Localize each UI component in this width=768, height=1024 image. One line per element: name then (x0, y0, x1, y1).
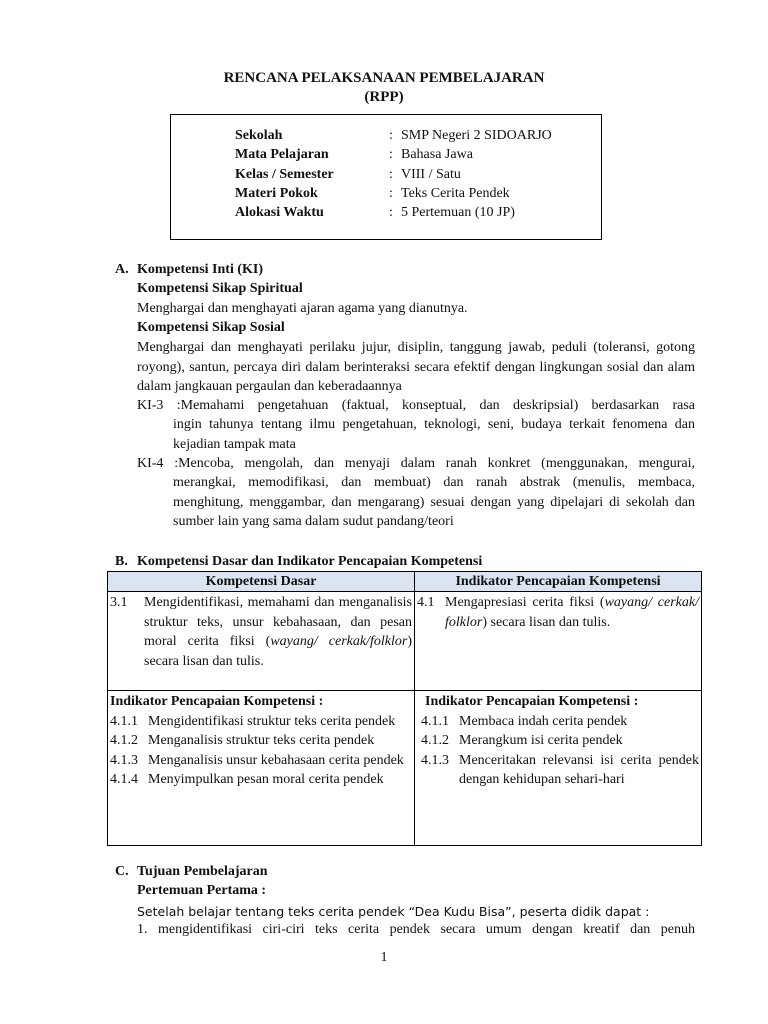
indicator-text: Merangkum isi cerita pendek (459, 733, 623, 748)
list-item (110, 731, 412, 751)
indicator-number: 4.1.2 (110, 733, 138, 748)
kd-3-1-cell (108, 592, 415, 691)
indicator-text: Menceritakan relevansi isi cerita pendek dengan kehidupan sehari-hari (459, 752, 699, 787)
kd-4-1-text-italic: wayang/ cerkak/ folklor (445, 595, 699, 630)
ki4-first-text: :Mencoba, mengolah, dan menyaji dalam ranah konkret (menggunakan, mengurai, (174, 456, 696, 471)
right-indicator-cell (415, 691, 702, 846)
section-b-heading (115, 552, 482, 571)
indicator-number: 4.1.1 (110, 713, 138, 729)
identity-value: SMP Negeri 2 SIDOARJO (401, 128, 552, 143)
table-header-row (108, 572, 702, 592)
identity-value: Bahasa Jawa (401, 147, 473, 162)
kd-3-1-number: 3.1 (110, 595, 128, 610)
ki4-label: KI-4 (137, 456, 164, 471)
spiritual-text: Menghargai dan menghayati ajaran agama yang dianutnya. (137, 301, 468, 316)
indicator-number: 4.1.1 (421, 713, 449, 729)
meeting-heading: Pertemuan Pertama : (137, 883, 267, 898)
kd-4-1-text-pre: Mengapresiasi cerita fiksi ( (445, 595, 605, 610)
section-a-letter: A. (115, 262, 129, 277)
list-item (110, 751, 412, 771)
indicator-text: Mengidentifikasi struktur teks cerita pendek (148, 713, 396, 729)
ki3-first-line (137, 396, 695, 416)
identity-colon: : (389, 147, 393, 162)
kd-3-1-text-post: ) secara lisan dan tulis. (144, 634, 412, 669)
col-header-kd: Kompetensi Dasar (108, 572, 415, 592)
table-row (108, 592, 702, 691)
identity-value: VIII / Satu (401, 167, 461, 182)
ki4-continuation: merangkai, memodifikasi, dan membuat) dan ranah abstrak (menulis, membaca, menghitung, menggambar, dan mengarang) sesuai dengan yang dipelajari di sekolah dan sumber lain yang sama dalam sudut pandang/teori (173, 475, 695, 529)
identity-label: Kelas / Semester (235, 167, 334, 182)
list-item (417, 731, 699, 751)
identity-label: Materi Pokok (235, 186, 318, 201)
competency-table (107, 571, 702, 846)
section-c-title: Tujuan Pembelajaran (137, 864, 268, 879)
kd-4-1-number: 4.1 (417, 595, 435, 610)
section-c-letter: C. (115, 864, 129, 879)
kd-3-1-text-italic: wayang/ cerkak/folklor (270, 634, 408, 649)
list-item (417, 751, 699, 790)
list-item (110, 712, 412, 732)
identity-value: Teks Cerita Pendek (401, 186, 510, 201)
objective-intro: Setelah belajar tentang teks cerita pendek “Dea Kudu Bisa”, peserta didik dapat : (137, 904, 650, 919)
indicator-number: 4.1.3 (421, 752, 449, 768)
table-row (108, 691, 702, 846)
identity-label: Mata Pelajaran (235, 147, 329, 162)
list-item (417, 712, 699, 732)
kd-4-1 (417, 593, 699, 632)
section-a-title: Kompetensi Inti (KI) (137, 262, 263, 277)
section-a-heading (115, 260, 263, 279)
ki3-first-text: :Memahami pengetahuan (faktual, konseptual, dan deskripsial) berdasarkan rasa (176, 398, 696, 413)
document-title: RENCANA PELAKSANAAN PEMBELAJARAN (223, 70, 545, 86)
indicator-number: 4.1.4 (110, 772, 138, 787)
col-header-ipk: Indikator Pencapaian Kompetensi (415, 572, 702, 592)
identity-label: Alokasi Waktu (235, 205, 324, 220)
indicator-text: Menyimpulkan pesan moral cerita pendek (148, 772, 384, 787)
section-c-heading (115, 862, 268, 881)
ki3-label: KI-3 (137, 398, 164, 413)
section-b-title: Kompetensi Dasar dan Indikator Pencapaian Kompetensi (137, 554, 483, 569)
left-indicator-cell (108, 691, 415, 846)
spiritual-heading: Kompetensi Sikap Spiritual (137, 281, 303, 296)
indicator-text: Membaca indah cerita pendek (459, 713, 628, 729)
ki3-continuation: ingin tahunya tentang ilmu pengetahuan, teknologi, seni, budaya terkait fenomena dan kejadian tampak mata (173, 417, 695, 452)
indicator-text: Menganalisis unsur kebahasaan cerita pendek (148, 752, 404, 768)
list-item (110, 770, 412, 790)
identity-value: 5 Pertemuan (10 JP) (401, 205, 515, 220)
indicator-number: 4.1.2 (421, 733, 449, 748)
sosial-heading: Kompetensi Sikap Sosial (137, 320, 285, 335)
ki4-first-line (137, 454, 695, 474)
identity-label: Sekolah (235, 128, 283, 143)
kd-4-1-cell (415, 592, 702, 691)
sosial-text: Menghargai dan menghayati perilaku jujur, disiplin, tanggung jawab, peduli (toleransi, gotong royong), santun, percaya diri dalam berinteraksi secara efektif dengan lingkungan sosial dan alam dalam jangkauan pergaulan dan keberadaannya (137, 340, 695, 394)
indicator-text: Menganalisis struktur teks cerita pendek (148, 733, 375, 748)
kd-4-1-text (445, 593, 699, 632)
right-indicator-heading: Indikator Pencapaian Kompetensi : (425, 694, 639, 709)
objective-item-1: 1. mengidentifikasi ciri-ciri teks cerita pendek secara umum dengan kreatif dan penuh (137, 922, 695, 937)
identity-box (170, 114, 602, 240)
identity-colon: : (389, 205, 393, 220)
page-number: 1 (380, 950, 388, 965)
kd-3-1-text-pre: Mengidentifikasi, memahami dan menganalisis struktur teks, unsur kebahasaan, dan pesan moral cerita fiksi ( (144, 595, 412, 649)
identity-colon: : (389, 128, 393, 143)
document-subtitle: (RPP) (364, 89, 404, 105)
kd-4-1-text-post: ) secara lisan dan tulis. (482, 614, 611, 630)
section-b-letter: B. (115, 554, 128, 569)
kd-3-1-text (144, 593, 412, 671)
indicator-number: 4.1.3 (110, 752, 138, 768)
identity-colon: : (389, 167, 393, 182)
kd-3-1 (110, 593, 412, 671)
left-indicator-heading: Indikator Pencapaian Kompetensi : (110, 694, 324, 709)
identity-colon: : (389, 186, 393, 201)
